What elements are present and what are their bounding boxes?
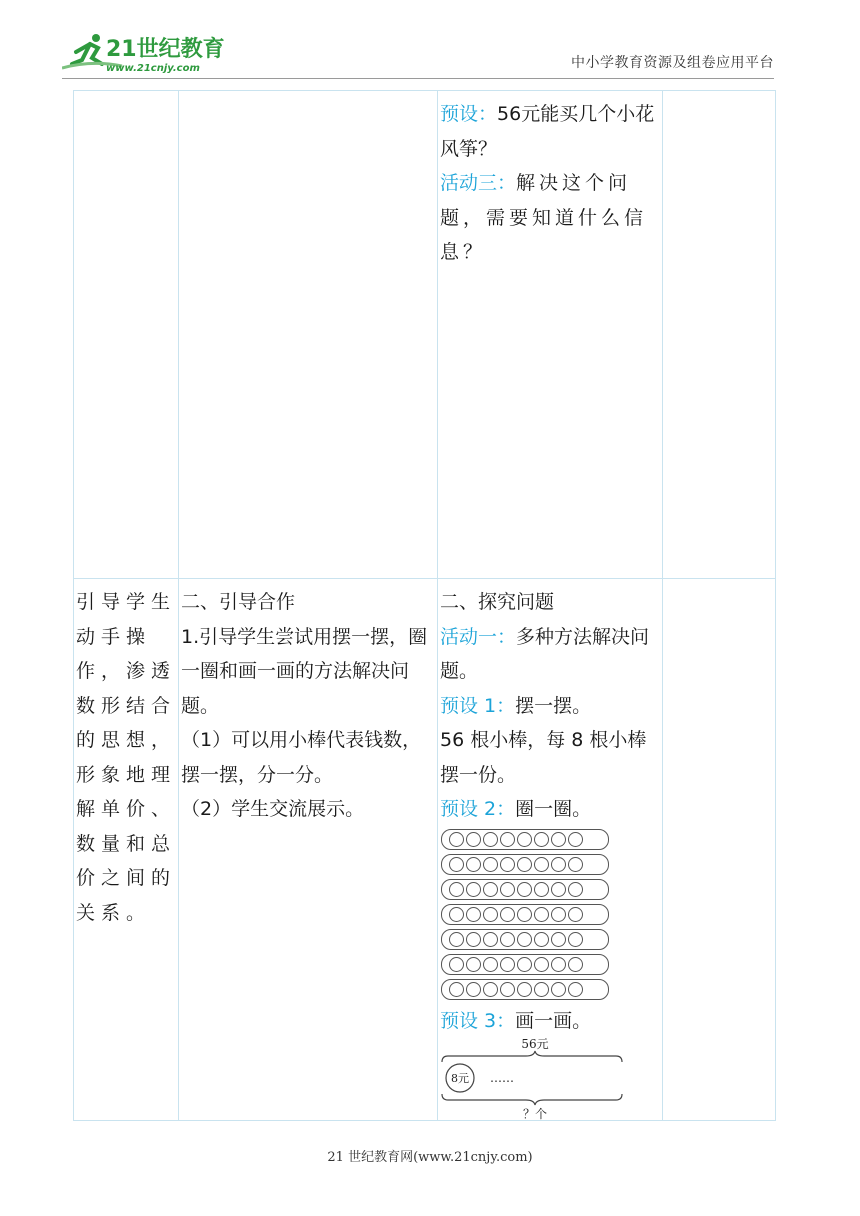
design-intent: 引导学生动手操作，渗透数形结合的思想，形象地理解单价、数量和总价之间的关系。 <box>76 591 177 924</box>
circle-mark <box>551 957 566 972</box>
circle-mark <box>517 907 532 922</box>
circle-mark <box>449 857 464 872</box>
circle-mark <box>500 882 515 897</box>
circle-mark <box>517 932 532 947</box>
preset-2-label: 预设 2： <box>440 798 516 820</box>
preset-1-text: 摆一摆。 <box>515 694 592 717</box>
circle-mark <box>551 907 566 922</box>
circle-mark <box>534 832 549 847</box>
circle-mark <box>568 907 583 922</box>
circle-mark <box>568 982 583 997</box>
circle-mark <box>483 907 498 922</box>
cell-student <box>438 91 663 579</box>
teacher-step-1-1: （1）可以用小棒代表钱数，摆一摆，分一分。 <box>181 729 422 786</box>
circle-mark <box>551 857 566 872</box>
header-divider <box>62 78 774 79</box>
circle-mark <box>466 832 481 847</box>
circle-mark <box>466 957 481 972</box>
preset-2-text: 圈一圈。 <box>515 798 592 820</box>
top-brace <box>442 1051 622 1062</box>
platform-title: 中小学教育资源及组卷应用平台 <box>571 55 774 71</box>
line-diagram-figure <box>440 1038 630 1120</box>
cell-teacher <box>179 91 438 579</box>
circle-group <box>441 954 609 975</box>
circle-mark <box>500 832 515 847</box>
circle-group <box>441 879 609 900</box>
lesson-plan-table <box>73 90 776 1121</box>
cell-teacher <box>179 579 438 1121</box>
circle-mark <box>517 832 532 847</box>
circle-mark <box>449 982 464 997</box>
diagram-total: 56元 <box>521 1038 549 1051</box>
circle-mark <box>568 832 583 847</box>
circle-mark <box>534 907 549 922</box>
circle-mark <box>466 882 481 897</box>
circle-mark <box>551 982 566 997</box>
circle-group <box>441 929 609 950</box>
circle-mark <box>466 982 481 997</box>
preset-1-label: 预设 1： <box>440 694 516 717</box>
preset-3-text: 画一画。 <box>515 1009 592 1032</box>
table-row <box>74 579 776 1121</box>
circle-mark <box>551 932 566 947</box>
activity-text: 解决这个问题，需要知道什么信息？ <box>440 172 648 263</box>
footer-text: 21 世纪教育网(www.21cnjy.com) <box>327 1150 533 1165</box>
circle-group <box>441 979 609 1000</box>
bottom-brace <box>442 1094 622 1105</box>
circle-mark <box>534 982 549 997</box>
circle-mark <box>449 932 464 947</box>
circle-group <box>441 854 609 875</box>
circle-mark <box>449 957 464 972</box>
diagram-unit: 8元 <box>451 1072 469 1085</box>
circle-mark <box>500 932 515 947</box>
cell-student <box>438 579 663 1121</box>
circle-mark <box>517 982 532 997</box>
preset-text: 56元能买几个小花风筝？ <box>440 103 655 160</box>
section-title: 二、探究问题 <box>440 591 555 613</box>
cell-goal <box>74 91 179 579</box>
cell-goal <box>74 579 179 1121</box>
circle-mark <box>568 932 583 947</box>
circle-mark <box>483 832 498 847</box>
circle-mark <box>551 832 566 847</box>
logo-url: www.21cnjy.com <box>106 63 200 74</box>
cell-notes <box>663 579 776 1121</box>
circle-mark <box>449 907 464 922</box>
circle-mark <box>517 857 532 872</box>
circle-mark <box>483 982 498 997</box>
circle-mark <box>466 857 481 872</box>
section-title: 二、引导合作 <box>181 591 296 613</box>
circle-mark <box>534 957 549 972</box>
circle-mark <box>466 907 481 922</box>
circle-mark <box>534 882 549 897</box>
cell-notes <box>663 91 776 579</box>
teacher-step-1: 1.引导学生尝试用摆一摆，圈一圈和画一画的方法解决问题。 <box>181 625 428 717</box>
circle-mark <box>500 907 515 922</box>
site-logo <box>62 30 232 74</box>
diagram-dots: …… <box>490 1071 514 1085</box>
circle-mark <box>517 882 532 897</box>
circle-mark <box>500 857 515 872</box>
circle-groups-figure <box>441 829 609 1000</box>
activity-label: 活动三： <box>440 172 517 194</box>
circle-mark <box>551 882 566 897</box>
circle-mark <box>568 882 583 897</box>
diagram-question: ？个 <box>522 1107 548 1120</box>
circle-mark <box>483 857 498 872</box>
circle-mark <box>483 957 498 972</box>
circle-mark <box>517 957 532 972</box>
circle-mark <box>534 932 549 947</box>
teacher-step-1-2: （2）学生交流展示。 <box>181 798 365 820</box>
circle-mark <box>466 932 481 947</box>
circle-group <box>441 829 609 850</box>
circle-mark <box>500 957 515 972</box>
circle-mark <box>483 882 498 897</box>
circle-mark <box>483 932 498 947</box>
preset-label: 预设： <box>440 103 498 125</box>
table-row <box>74 91 776 579</box>
activity-label: 活动一： <box>440 625 517 648</box>
preset-1-detail: 56 根小棒，每 8 根小棒摆一份。 <box>440 729 647 786</box>
circle-mark <box>534 857 549 872</box>
circle-mark <box>568 957 583 972</box>
circle-group <box>441 904 609 925</box>
preset-3-label: 预设 3： <box>440 1009 516 1032</box>
circle-mark <box>568 857 583 872</box>
circle-mark <box>500 982 515 997</box>
circle-mark <box>449 882 464 897</box>
logo-text: 21世纪教育 <box>106 37 225 62</box>
activity-text: 多种方法解决问题。 <box>440 625 650 682</box>
circle-mark <box>449 832 464 847</box>
